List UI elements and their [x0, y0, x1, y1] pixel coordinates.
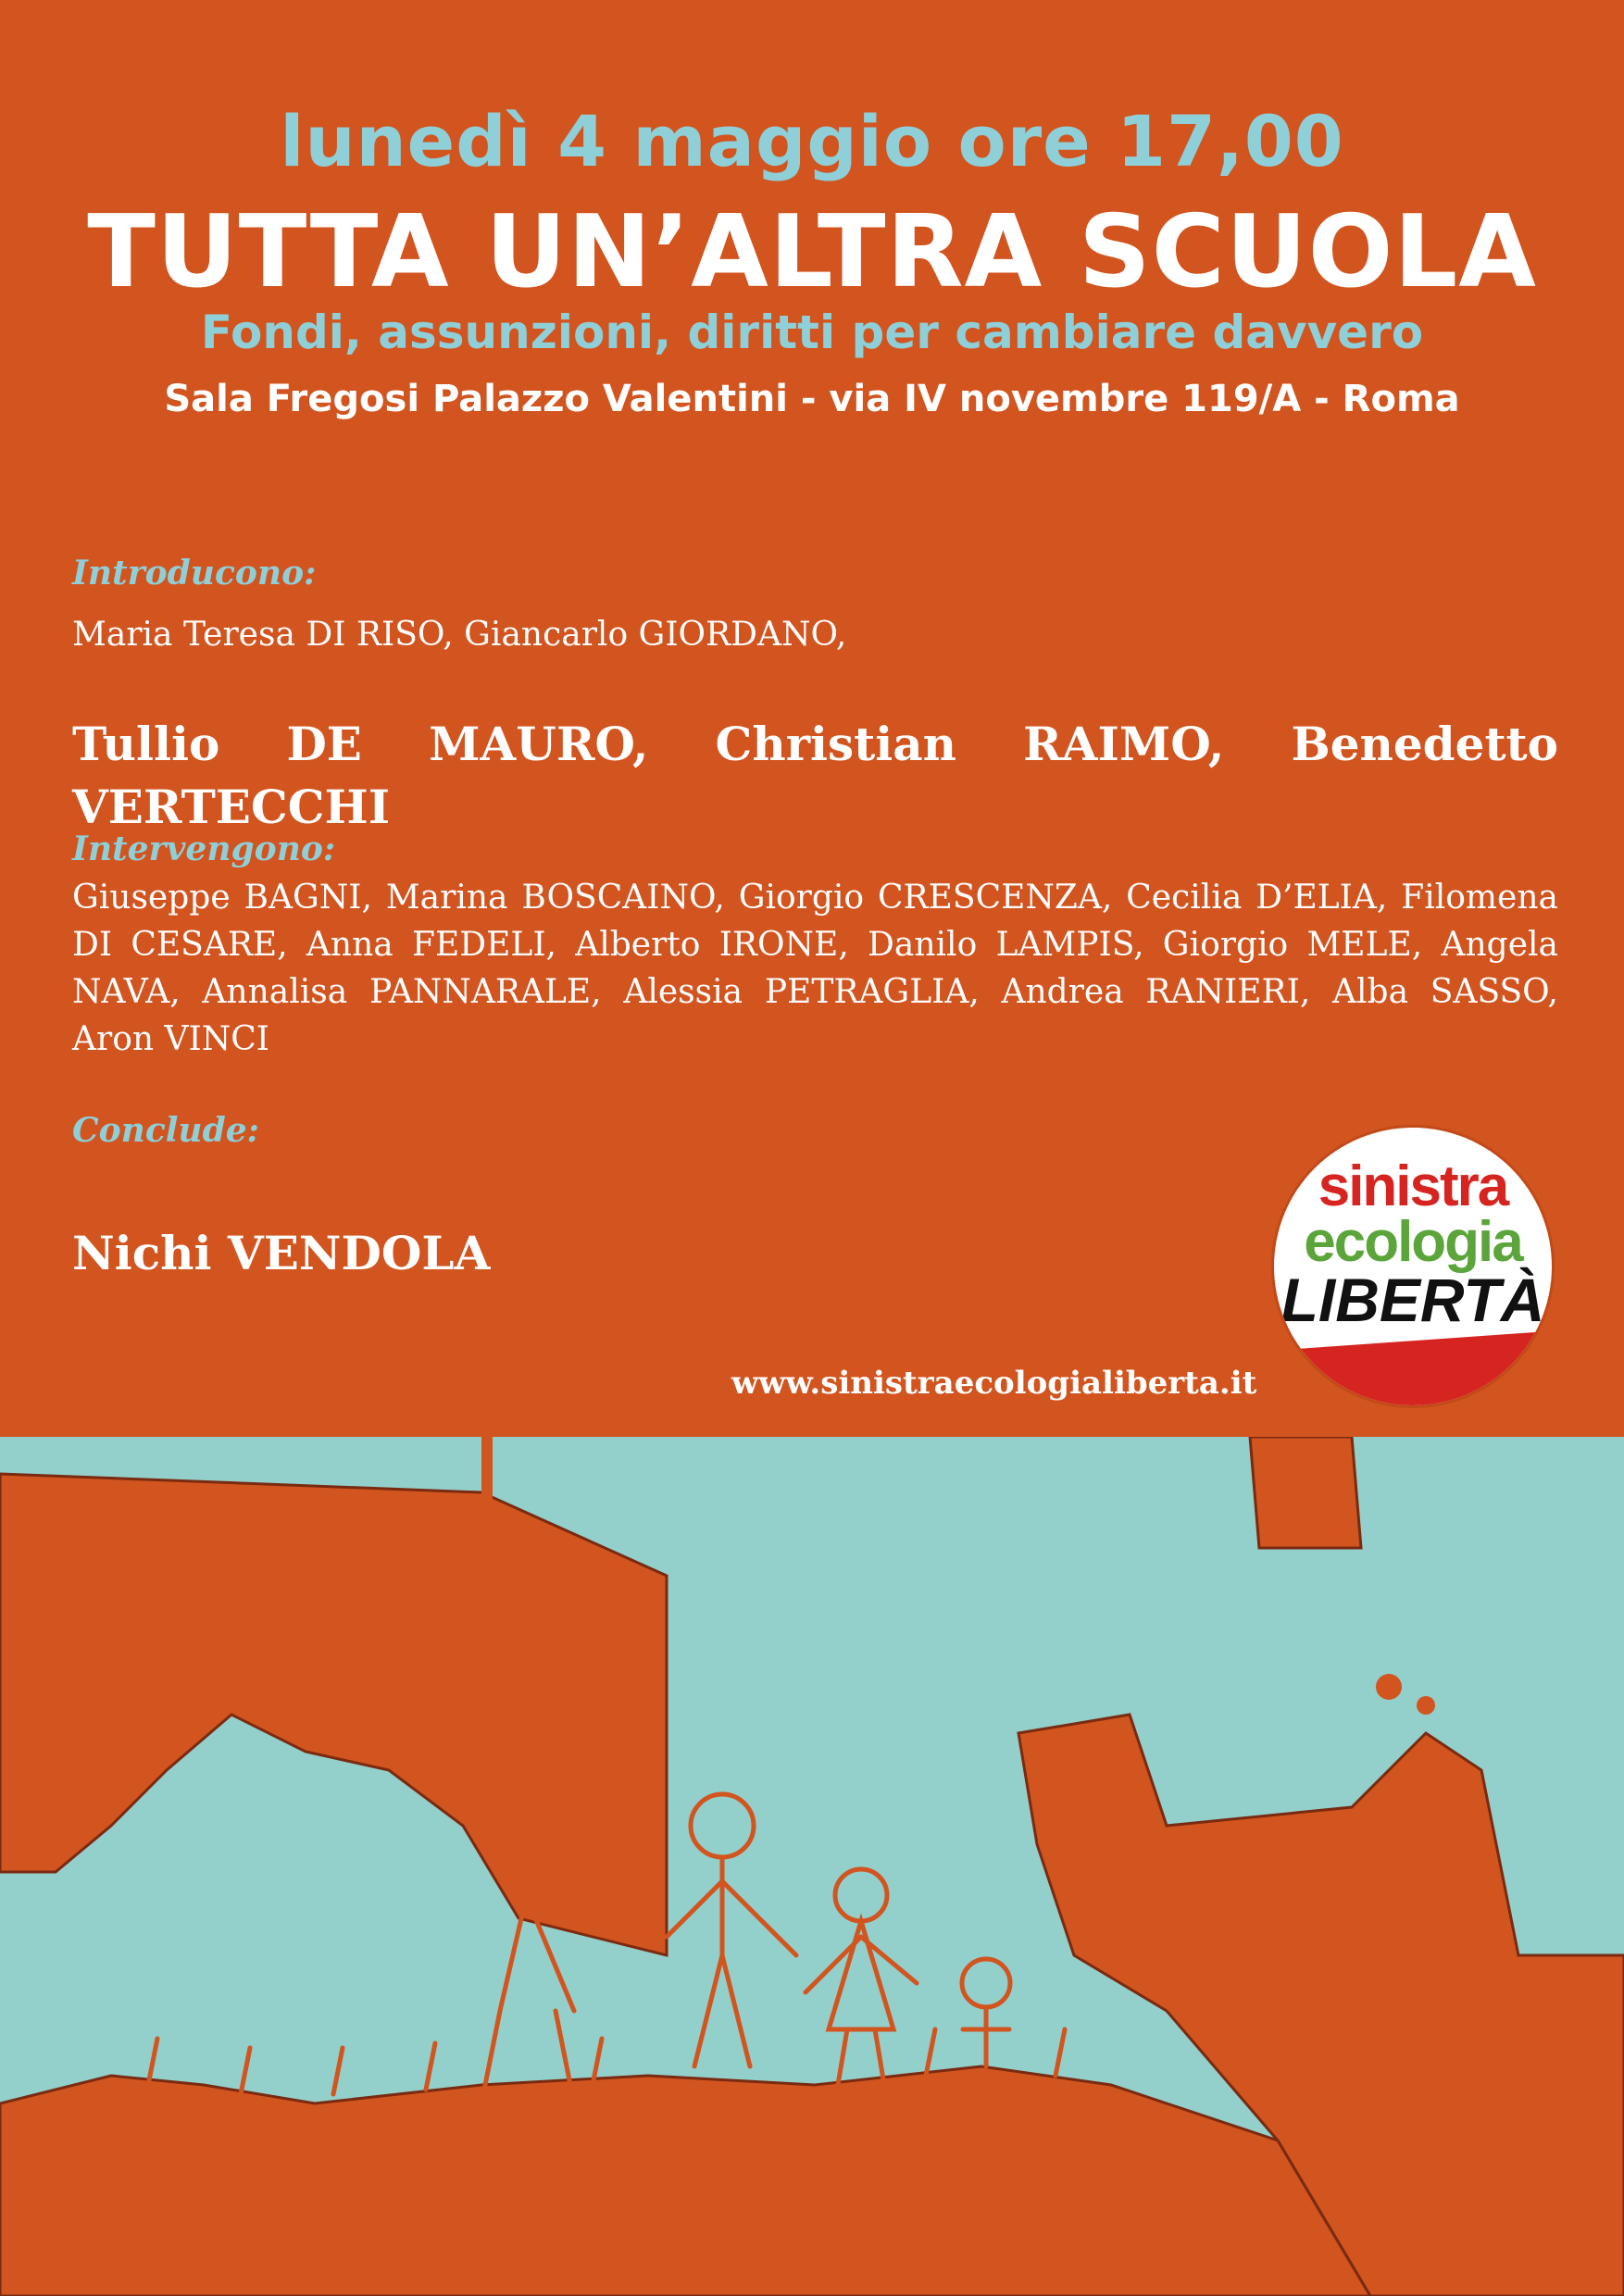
interventions-names: Giuseppe BAGNI, Marina BOSCAINO, Giorgio CRESCENZA, Cecilia D’ELIA, Filomena DI CESARE, Anna FEDELI, Alberto IRONE, Danilo LAMPIS, Giorgio MELE, Angela NAVA, Annalisa PANNARALE, Alessia PETRAGLIA, Andrea RANIERI, Alba SASSO, Aron VINCI: [72, 879, 1558, 1058]
drawing-graphic: [0, 1437, 1624, 2296]
speaker-names: Tullio DE MAURO, Christian RAIMO, Benedetto VERTECCHI: [72, 717, 1558, 834]
party-logo: [1274, 1128, 1552, 1405]
conclusion-label: Conclude:: [72, 1111, 259, 1150]
drawing-window-shape: [1250, 1437, 1361, 1548]
figure-body-3: [963, 2007, 1009, 2066]
website-link[interactable]: www.sinistraecologialiberta.it: [731, 1365, 1257, 1402]
drawing-pole: [481, 1437, 493, 1548]
children-drawing-illustration: [0, 1437, 1624, 2296]
figure-head-3: [962, 1959, 1010, 2007]
event-title: TUTTA UN’ALTRA SCUOLA: [87, 194, 1537, 310]
intro-names: Maria Teresa DI RISO, Giancarlo GIORDANO,: [72, 616, 847, 654]
logo-line-liberta: LIBERTÀ: [1280, 1266, 1545, 1334]
logo-line-sinistra: sinistra: [1318, 1154, 1508, 1218]
interventions-label: Intervengono:: [72, 830, 336, 868]
logo-brush-stroke: [1274, 1330, 1552, 1405]
intro-label: Introducono:: [72, 554, 317, 593]
logo-line-ecologia: ecologia: [1304, 1210, 1522, 1274]
figure-body-1: [667, 1857, 796, 2066]
drawing-dot-1: [1376, 1674, 1402, 1700]
figure-head-1: [691, 1794, 754, 1857]
conclusion-name: Nichi VENDOLA: [72, 1226, 491, 1280]
drawing-ground-band: [0, 2066, 1370, 2296]
figure-body-2: [806, 1921, 917, 2085]
event-subtitle: Fondi, assunzioni, diritti per cambiare davvero: [200, 306, 1424, 359]
drawing-board-shape: [0, 1474, 667, 1955]
event-date: lunedì 4 maggio ore 17,00: [280, 100, 1344, 182]
drawing-dot-2: [1417, 1696, 1435, 1715]
event-venue: Sala Fregosi Palazzo Valentini - via IV novembre 119/A - Roma: [164, 378, 1460, 420]
